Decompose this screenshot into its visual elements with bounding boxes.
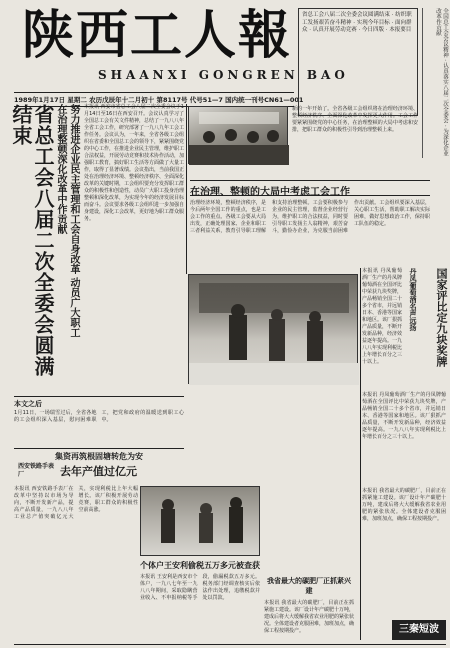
column-rule (186, 104, 187, 274)
main-article-body: 治理经济环境，整顿经济秩序，是今后两年全国工作的重点，也是工会工作的重点。各级工会要从大局出发，正确处理国家、企业和职工三者利益关系，教育引导职工理解和支持治理整顿。工会要积极参与企业的民主管理，监督企业经营行为，维护职工的合法权益，同时要引导职工发扬主人翁精神，艰苦奋斗，勤俭办企业，为克服当前困难作出贡献。工会组织要深入基层，关心职工生活，帮助职工解决实际困难，做好思想政治工作，保持职工队伍的稳定。 (190, 200, 430, 234)
tax-photo-image (141, 487, 261, 557)
dateline: 1989年1月17日 星期二 农历戊辰年十二月初十 第8117号 代号51—7 国内统一刊号CN61—001 (14, 92, 294, 107)
left-bottom-headline: 去年产值过亿元 (60, 465, 137, 478)
meeting-photo (188, 106, 288, 164)
meeting-photo-image (189, 107, 289, 165)
lead-subhead: 努力推进企业民主管理和工会自身改革 动员广大职工在治理整顿深化改革中作贡献 (55, 104, 79, 338)
masthead-pinyin: SHAANXI GONGREN BAO (98, 68, 349, 82)
fertilizer-headline: 我省最大的碳肥厂正抓紧兴建 (267, 576, 351, 595)
center-photo-body: 新的一年开始了。全省各级工会组织将在治理经济环境、整顿经济秩序、全面深化改革中发挥更大作用。工会工作要紧紧围绕党的中心任务，在治理整顿的大局中考虑和安排，把职工群众的积极性引导到治理整顿上来。 (292, 106, 418, 133)
today-body: 1月11日，一场瑞雪过后，全省各地的工会组织深入基层，慰问困难职工，把党和政府的温暖送到职工心中。 (14, 410, 184, 423)
right-article-headline: 国家评比定九块奖牌 (435, 268, 448, 367)
right-article-body: 本报讯 丹凤葡萄酒厂生产的丹凤牌葡萄酒在全国评比中荣获九块奖牌，产品畅销全国二十多个省市，并远销日本、香港等国家和地区。该厂狠抓产品质量，不断开发新品种，经济效益逐年提高。一九八八年实现利税比上年增长百分之三十以上。 (362, 268, 403, 365)
contents-box: 省总工会八届二次全委会议圆满结束 · 纺织职工发扬艰苦奋斗精神 · 实现今年目标 · 面向群众 · 认真开展劳动竞赛 · 今日四版 · 本报要目 (298, 8, 418, 116)
today-heading: 本文之后 (14, 396, 184, 408)
masthead-title: 陕西工人報 (22, 5, 293, 66)
right-headline-strip: 全国总工会会议精神 · 认真落实八届二次全委会 · 为深化企业改革作贡献 (422, 8, 448, 158)
tax-body: 本报讯 王安利是西安市个体户，一九八七年至一九八八年期间，采取隐瞒营业收入、不申报纳税等手段，偷漏税款五万多元。税务部门经调查核实后依法作出处理，追缴税款并处以罚款。 (140, 574, 260, 601)
tax-headline: 个体户王安利偷税五万多元被查获 (140, 560, 260, 570)
tax-photo (140, 486, 260, 556)
brief-badge: 三秦短波 (392, 620, 446, 640)
bottom-rule (14, 644, 446, 645)
right-article-kicker: 丹凤葡萄酒名声远扬 (409, 268, 418, 331)
left-bottom-title: 集资再筑根固塘转危为安 (14, 448, 184, 460)
bottom-right-col: 本报讯 我省最大的碳肥厂，目前正在抓紧施工建设。该厂设计年产碳肥十万吨，建成后将大大缓解我省农业用肥的紧张状况。全体建设者克服困难，加班加点，确保工程按期投产。 (362, 488, 446, 522)
left-bottom-sub: 西安铁路手表厂 (18, 463, 55, 478)
workers-photo (188, 274, 358, 384)
fertilizer-body: 本报讯 我省最大的碳肥厂，目前正在抓紧施工建设。该厂设计年产碳肥十万吨，建成后将大大缓解我省农业用肥的紧张状况。全体建设者克服困难，加班加点，确保工程按期投产。 (264, 600, 355, 634)
right-article-body-cont: 本报讯 丹凤葡萄酒厂生产的丹凤牌葡萄酒在全国评比中荣获九块奖牌，产品畅销全国二十多个省市，并远销日本、香港等国家和地区。该厂狠抓产品质量，不断开发新品种，经济效益逐年提高。一九八八年实现利税比上年增长百分之三十以上。 (362, 392, 446, 440)
lead-body: 本报讯 西安市省总工会八届二次全委会议于1月14日至16日在西安召开。会议认真学习了全国总工会有关文件精神，总结了一九八八年全省工会工作，研究部署了一九八九年工会工作任务。会议认为，一年来，全省各级工会组织在省委和全国总工会的领导下，紧紧围绕党的中心工作，在推进企业民主管理，维护职工合法权益，开展劳动竞赛和技术协作活动，加强职工教育，搞好职工生活等方面做了大量工作，取得了显著成绩。会议指出，当前我国正处在治理经济环境、整顿经济秩序、全面深化改革的关键时期，工会组织要充分发挥职工群众的积极性和创造性，动员广大职工投身治理整顿和深化改革，为实现今年的经济发展目标而奋斗。会议要求各级工会组织进一步加强自身建设，深化工会改革，更好地为职工群众服务。 (84, 104, 185, 222)
lead-headline: 省总工会八届二次全委会圆满结束 (9, 104, 55, 377)
main-article-headline: 在治理、整顿的大局中考虑工会工作 (190, 180, 430, 196)
column-rule (360, 268, 361, 640)
workers-photo-image (189, 275, 359, 385)
left-bottom-body: 本报讯 西安铁路手表厂在改革中坚持以市场为导向，不断开发新产品，提高产品质量，一九八八年工业总产值突破亿元大关，实现利税比上年大幅增长。该厂积极开展劳动竞赛，职工群众的积极性空前高涨。 (14, 486, 138, 520)
